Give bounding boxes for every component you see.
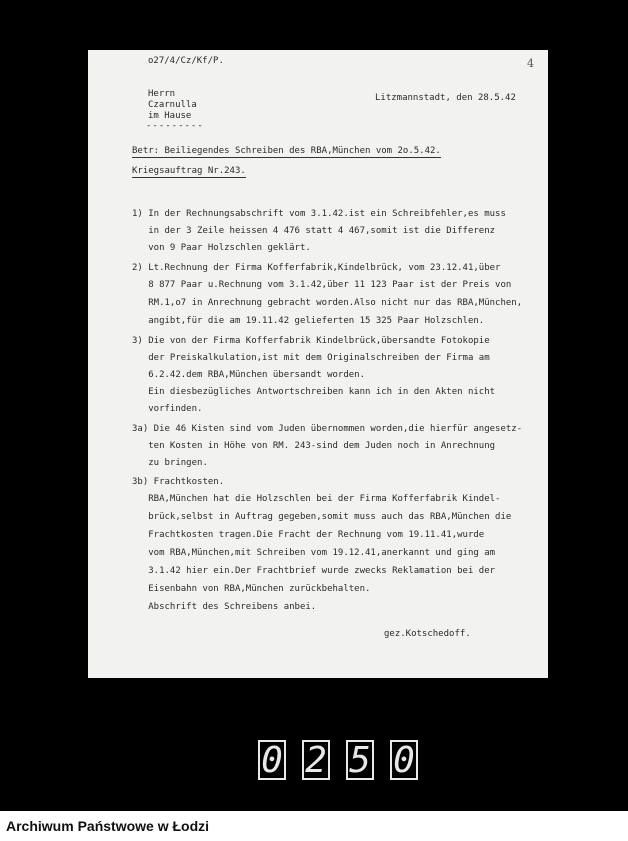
addressee-line-3: im Hause [148,111,192,121]
body-line: Abschrift des Schreibens anbei. [132,602,317,612]
body-line: in der 3 Zeile heissen 4 476 statt 4 467,somit ist die Differenz [132,226,496,236]
addressee-line-1: Herrn [148,89,176,99]
frame-digit: 0 [258,740,286,780]
body-line: Eisenbahn von RBA,München zurückbehalten. [132,584,371,594]
body-line: der Preiskalkulation,ist mit dem Originalschreiben der Firma am [132,353,490,363]
body-line: zu bringen. [132,458,208,468]
body-line: 8 877 Paar u.Rechnung vom 3.1.42,über 11 123 Paar ist der Preis von [132,280,512,290]
body-line: RM.1,o7 in Anrechnung gebracht worden.Also nicht nur das RBA,München, [132,298,523,308]
body-line: angibt,für die am 19.11.42 gelieferten 15 325 Paar Holzschlen. [132,316,485,326]
place-date: Litzmannstadt, den 28.5.42 [375,93,516,103]
body-line: ten Kosten in Höhe von RM. 243-sind dem Juden noch in Anrechnung [132,441,496,451]
body-line: 1) In der Rechnungsabschrift vom 3.1.42.ist ein Schreibfehler,es muss [132,209,506,219]
page-number: 4 [527,57,534,70]
body-line: 6.2.42.dem RBA,München übersandt worden. [132,370,365,380]
archive-label: Archiwum Państwowe w Łodzi [6,818,210,834]
body-line: RBA,München hat die Holzschlen bei der Firma Kofferfabrik Kindel- [132,494,501,504]
war-order-number: Kriegsauftrag Nr.243. [132,166,246,176]
body-line: 3a) Die 46 Kisten sind vom Juden übernommen worden,die hierfür angesetz- [132,424,523,434]
subject-line: Betr: Beiliegendes Schreiben des RBA,München vom 2o.5.42. [132,146,441,156]
signature: gez.Kotschedoff. [384,629,471,639]
addressee-line-2: Czarnulla [148,100,197,110]
frame-digit: 2 [302,740,330,780]
body-line: Frachtkosten tragen.Die Fracht der Rechnung vom 19.11.41,wurde [132,530,485,540]
frame-digit: 0 [390,740,418,780]
addressee-dashes: --------- [146,121,204,131]
body-line: von 9 Paar Holzschlen geklärt. [132,243,311,253]
frame-number [258,740,418,780]
body-line: 3b) Frachtkosten. [132,477,225,487]
body-line: vorfinden. [132,404,203,414]
body-line: vom RBA,München,mit Schreiben vom 19.12.41,anerkannt und ging am [132,548,496,558]
body-line: 2) Lt.Rechnung der Firma Kofferfabrik,Kindelbrück, vom 23.12.41,über [132,263,501,273]
body-line: 3.1.42 hier ein.Der Frachtbrief wurde zwecks Reklamation bei der [132,566,496,576]
archive-footer [0,810,628,841]
reference-code: o27/4/Cz/Kf/P. [148,56,224,66]
body-line: brück,selbst in Auftrag gegeben,somit muss auch das RBA,München die [132,512,512,522]
body-line: 3) Die von der Firma Kofferfabrik Kindelbrück,übersandte Fotokopie [132,336,490,346]
body-line: Ein diesbezügliches Antwortschreiben kann ich in den Akten nicht [132,387,496,397]
frame-digit: 5 [346,740,374,780]
document-page [88,50,548,678]
